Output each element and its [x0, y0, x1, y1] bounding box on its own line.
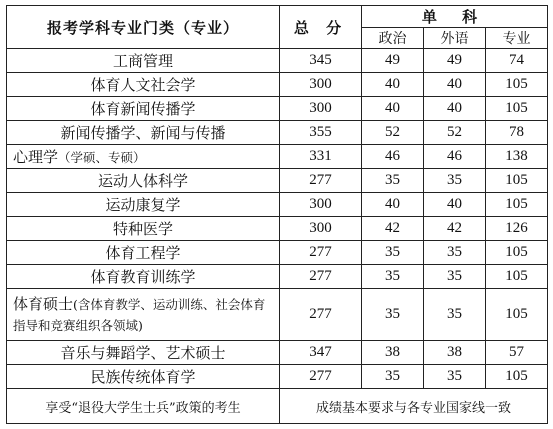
major-name: 音乐与舞蹈学、艺术硕士	[7, 341, 280, 365]
major-main: 心理学	[13, 148, 59, 166]
header-row	[7, 6, 548, 28]
major-name: 体育教育训练学	[7, 265, 280, 289]
politics-score: 35	[362, 169, 424, 193]
total-score: 300	[280, 73, 362, 97]
table-row	[7, 217, 548, 241]
table-row	[7, 49, 548, 73]
politics-score: 40	[362, 193, 424, 217]
table-row	[7, 365, 548, 389]
politics-score: 38	[362, 341, 424, 365]
major-name: 体育人文社会学	[7, 73, 280, 97]
header-politics: 政治	[362, 28, 424, 49]
foreign-score: 35	[424, 241, 486, 265]
specialty-score: 57	[486, 341, 548, 365]
footer-note-right: 成绩基本要求与各专业国家线一致	[280, 389, 548, 424]
table-row	[7, 145, 548, 169]
total-score: 300	[280, 193, 362, 217]
total-score: 277	[280, 365, 362, 389]
major-note: （学硕、专硕）	[58, 150, 146, 165]
politics-score: 40	[362, 73, 424, 97]
table-row	[7, 341, 548, 365]
major-note: (含体育教学、运动训练、社会体育指导和竞赛组织各领域)	[13, 296, 266, 333]
specialty-score: 105	[486, 193, 548, 217]
foreign-score: 38	[424, 341, 486, 365]
table-row	[7, 121, 548, 145]
major-name	[7, 145, 280, 169]
header-single-subject: 单 科	[362, 6, 548, 28]
foreign-score: 35	[424, 289, 486, 341]
table-row	[7, 193, 548, 217]
foreign-score: 35	[424, 169, 486, 193]
politics-score: 35	[362, 265, 424, 289]
specialty-score: 105	[486, 365, 548, 389]
major-name: 运动康复学	[7, 193, 280, 217]
major-name: 新闻传播学、新闻与传播	[7, 121, 280, 145]
footer-note-left: 享受“退役大学生士兵”政策的考生	[7, 389, 280, 424]
major-name	[7, 289, 280, 341]
total-score: 300	[280, 97, 362, 121]
specialty-score: 105	[486, 241, 548, 265]
politics-score: 40	[362, 97, 424, 121]
major-name: 体育工程学	[7, 241, 280, 265]
foreign-score: 49	[424, 49, 486, 73]
foreign-score: 35	[424, 265, 486, 289]
total-score: 277	[280, 289, 362, 341]
politics-score: 42	[362, 217, 424, 241]
politics-score: 49	[362, 49, 424, 73]
major-main: 体育硕士	[13, 294, 74, 313]
total-score: 347	[280, 341, 362, 365]
total-score: 277	[280, 265, 362, 289]
total-score: 277	[280, 169, 362, 193]
politics-score: 46	[362, 145, 424, 169]
major-name: 体育新闻传播学	[7, 97, 280, 121]
total-score: 345	[280, 49, 362, 73]
header-major: 报考学科专业门类（专业）	[7, 6, 280, 49]
foreign-score: 46	[424, 145, 486, 169]
table-row	[7, 73, 548, 97]
header-total: 总 分	[280, 6, 362, 49]
major-name: 工商管理	[7, 49, 280, 73]
foreign-score: 40	[424, 193, 486, 217]
politics-score: 35	[362, 289, 424, 341]
major-name: 特种医学	[7, 217, 280, 241]
table-row	[7, 265, 548, 289]
politics-score: 35	[362, 365, 424, 389]
foreign-score: 40	[424, 97, 486, 121]
foreign-score: 42	[424, 217, 486, 241]
specialty-score: 78	[486, 121, 548, 145]
header-foreign: 外语	[424, 28, 486, 49]
total-score: 277	[280, 241, 362, 265]
header-specialty: 专业	[486, 28, 548, 49]
foreign-score: 40	[424, 73, 486, 97]
total-score: 300	[280, 217, 362, 241]
foreign-score: 52	[424, 121, 486, 145]
foreign-score: 35	[424, 365, 486, 389]
specialty-score: 126	[486, 217, 548, 241]
specialty-score: 105	[486, 265, 548, 289]
specialty-score: 74	[486, 49, 548, 73]
table-row	[7, 241, 548, 265]
politics-score: 52	[362, 121, 424, 145]
specialty-score: 105	[486, 97, 548, 121]
table-row	[7, 169, 548, 193]
table-row	[7, 289, 548, 341]
total-score: 331	[280, 145, 362, 169]
table-row	[7, 97, 548, 121]
politics-score: 35	[362, 241, 424, 265]
total-score: 355	[280, 121, 362, 145]
major-name: 运动人体科学	[7, 169, 280, 193]
specialty-score: 105	[486, 73, 548, 97]
specialty-score: 105	[486, 289, 548, 341]
major-name: 民族传统体育学	[7, 365, 280, 389]
score-table	[6, 5, 548, 424]
footer-row	[7, 389, 548, 424]
specialty-score: 105	[486, 169, 548, 193]
specialty-score: 138	[486, 145, 548, 169]
